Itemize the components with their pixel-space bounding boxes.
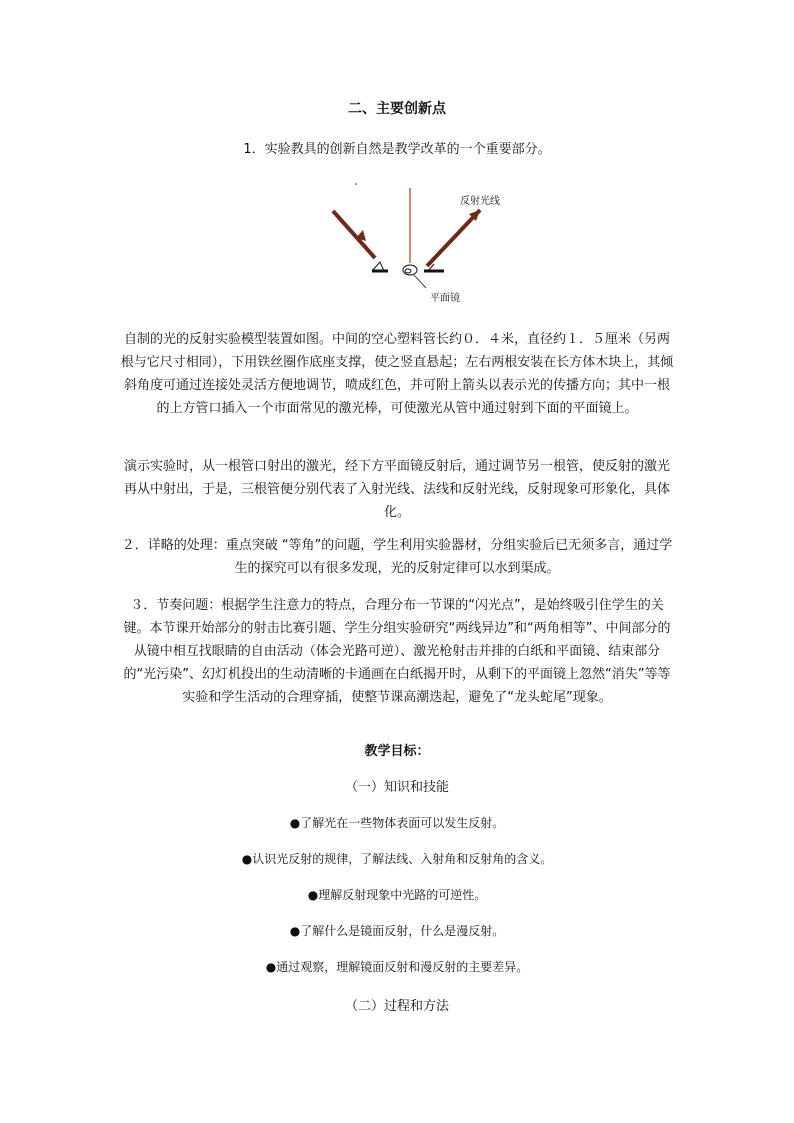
goals-section-2: （二）过程和方法 [344,999,449,1014]
goal-bullet: ●了解什么是镜面反射，什么是漫反射。 [289,924,505,938]
mirror-leader [414,275,426,288]
reflection-apparatus-diagram [330,178,510,308]
stray-dot [355,183,357,185]
reflected-tube [427,210,480,266]
point-1: 1．实验教具的创新自然是教学改革的一个重要部分。 [243,142,551,157]
label-plane-mirror: 平面镜 [430,293,460,304]
goal-bullet: ●通过观察，理解镜面反射和漫反射的主要差异。 [265,960,529,974]
goal-bullet: ●理解反射现象中光路的可逆性。 [307,888,487,902]
goals-title: 教学目标： [364,744,430,759]
goals-section-1: （一）知识和技能 [344,780,449,795]
goal-bullet: ●了解光在一些物体表面可以发生反射。 [289,816,505,830]
paragraph-point-3: ３．节奏问题：根据学生注意力的特点，合理分布一节课的“闪光点”，是始终吸引住学生的关键。本节课开始部分的射击比赛引题、学生分组实验研究“两线异边”和“两角相等”、中间部分的从镜中相互找眼睛的自由活动（体会光路可逆）、激光枪射击并排的白纸和平面镜、结束部分的“光污染”、幻灯机投出的生动清晰的卡通画在白纸揭开时，从剩下的平面镜上忽然“消失”等等实验和学生活动的合理穿插，使整节课高潮迭起，避免了“龙头蛇尾”现象。 [123,598,671,705]
section-heading: 二、主要创新点 [348,101,446,117]
paragraph-apparatus: 自制的光的反射实验模型装置如图。中间的空心塑料管长约０．４米，直径约１．５厘米（另两根与它尺寸相同），下用铁丝圈作底座支撑，使之竖直悬起；左右两根安装在长方体木块上，其倾斜角度可通过连接处灵活方便地调节，喷成红色，并可附上箭头以表示光的传播方向；其中一根的上方管口插入一个市面常见的激光棒，可使激光从管中通过射到下面的平面镜上。 [120,332,674,416]
paragraph-point-2: ２．详略的处理：重点突破 “等角”的问题，学生利用实验器材，分组实验后已无须多言，通过学生的探究可以有很多发现，光的反射定律可以水到渠成。 [121,538,673,576]
paragraph-demo: 演示实验时，从一根管口射出的激光，经下方平面镜反射后，通过调节另一根管，使反射的激光再从中射出，于是，三根管便分别代表了入射光线、法线和反射光线，反射现象可形象化，具体化。 [123,459,670,520]
goal-bullet: ●认识光反射的规律，了解法线、入射角和反射角的含义。 [241,852,553,866]
incident-tube [333,211,375,258]
label-reflected-ray: 反射光线 [460,196,500,207]
